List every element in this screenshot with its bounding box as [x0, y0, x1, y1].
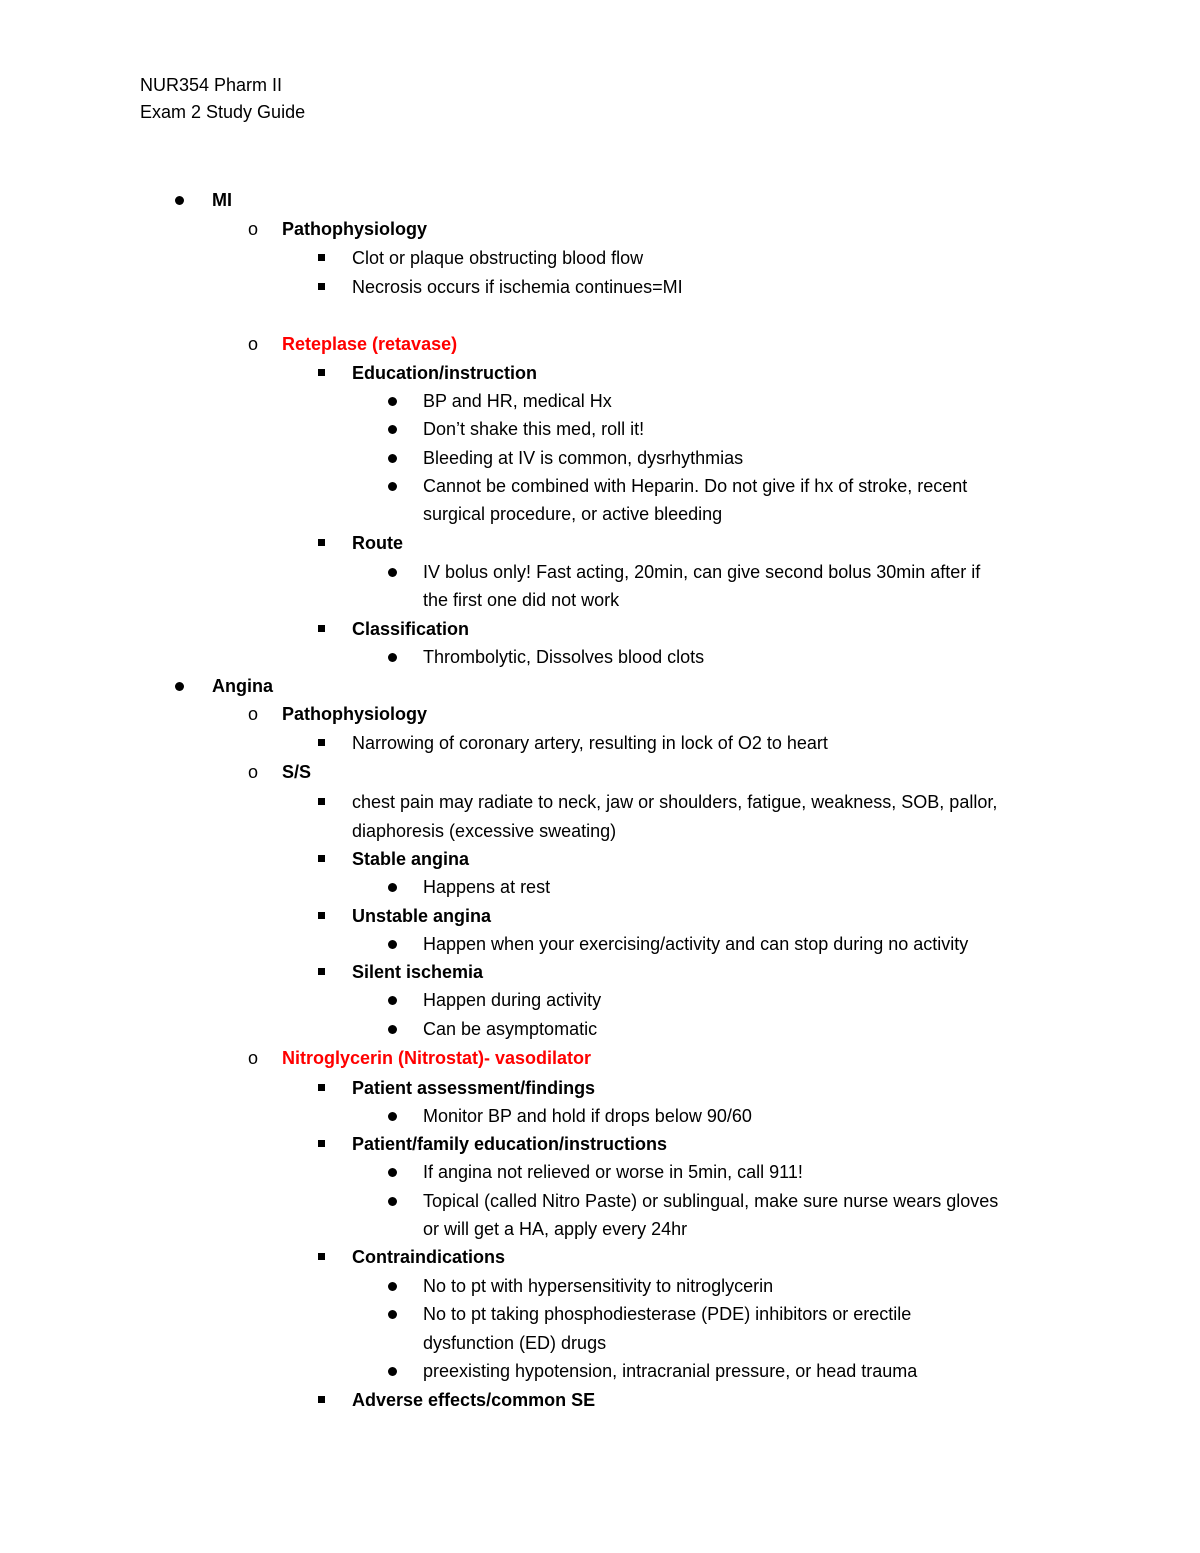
list-item: If angina not relieved or worse in 5min, call 911!: [423, 1162, 803, 1182]
list-item: No to pt taking phosphodiesterase (PDE) inhibitors or erectile: [423, 1304, 912, 1324]
angina-patho-heading: Pathophysiology: [282, 704, 428, 724]
square-bullet-icon: [318, 1084, 325, 1091]
list-item-continuation: dysfunction (ED) drugs: [423, 1333, 607, 1353]
bullet-icon: [388, 1112, 397, 1121]
list-item: Thrombolytic, Dissolves blood clots: [423, 647, 705, 667]
reteplase-route-heading: Route: [352, 533, 403, 553]
square-bullet-icon: [318, 254, 325, 261]
list-item: Happens at rest: [423, 877, 551, 897]
circle-bullet-icon: o: [248, 762, 259, 782]
square-bullet-icon: [318, 625, 325, 632]
list-item: BP and HR, medical Hx: [423, 391, 612, 411]
course-title: NUR354 Pharm II: [140, 75, 283, 95]
bullet-icon: [388, 1025, 397, 1034]
list-item-continuation: diaphoresis (excessive sweating): [352, 821, 617, 841]
angina-ss-heading: S/S: [282, 762, 312, 782]
bullet-icon: [388, 1310, 397, 1319]
reteplase-education-heading: Education/instruction: [352, 363, 538, 383]
list-item: No to pt with hypersensitivity to nitroglycerin: [423, 1276, 774, 1296]
unstable-angina-heading: Unstable angina: [352, 906, 492, 926]
list-item-continuation: surgical procedure, or active bleeding: [423, 504, 723, 524]
bullet-icon: [388, 454, 397, 463]
drug-heading-nitroglycerin: Nitroglycerin (Nitrostat)- vasodilator: [282, 1048, 592, 1068]
circle-bullet-icon: o: [248, 334, 259, 354]
section-title-angina: Angina: [212, 676, 273, 696]
silent-ischemia-heading: Silent ischemia: [352, 962, 484, 982]
nitro-contraindications-heading: Contraindications: [352, 1247, 506, 1267]
bullet-icon: [175, 196, 184, 205]
nitro-education-heading: Patient/family education/instructions: [352, 1134, 668, 1154]
list-item: Happen during activity: [423, 990, 602, 1010]
list-item-continuation: the first one did not work: [423, 590, 620, 610]
list-item: Clot or plaque obstructing blood flow: [352, 248, 644, 268]
square-bullet-icon: [318, 855, 325, 862]
list-item: chest pain may radiate to neck, jaw or shoulders, fatigue, weakness, SOB, pallor,: [352, 792, 998, 812]
list-item-continuation: or will get a HA, apply every 24hr: [423, 1219, 688, 1239]
list-item: Cannot be combined with Heparin. Do not give if hx of stroke, recent: [423, 476, 968, 496]
square-bullet-icon: [318, 369, 325, 376]
list-item: Happen when your exercising/activity and can stop during no activity: [423, 934, 969, 954]
nitro-assessment-heading: Patient assessment/findings: [352, 1078, 596, 1098]
bullet-icon: [388, 1197, 397, 1206]
bullet-icon: [388, 425, 397, 434]
list-item: Bleeding at IV is common, dysrhythmias: [423, 448, 744, 468]
square-bullet-icon: [318, 539, 325, 546]
square-bullet-icon: [318, 968, 325, 975]
mi-patho-heading: Pathophysiology: [282, 219, 428, 239]
bullet-icon: [388, 482, 397, 491]
bullet-icon: [388, 1367, 397, 1376]
bullet-icon: [388, 940, 397, 949]
list-item: Monitor BP and hold if drops below 90/60: [423, 1106, 752, 1126]
square-bullet-icon: [318, 1396, 325, 1403]
bullet-icon: [388, 1168, 397, 1177]
circle-bullet-icon: o: [248, 219, 259, 239]
list-item: preexisting hypotension, intracranial pressure, or head trauma: [423, 1361, 918, 1381]
list-item: Can be asymptomatic: [423, 1019, 598, 1039]
bullet-icon: [388, 568, 397, 577]
square-bullet-icon: [318, 798, 325, 805]
bullet-icon: [175, 682, 184, 691]
square-bullet-icon: [318, 912, 325, 919]
square-bullet-icon: [318, 283, 325, 290]
circle-bullet-icon: o: [248, 1048, 259, 1068]
list-item: IV bolus only! Fast acting, 20min, can give second bolus 30min after if: [423, 562, 981, 582]
reteplase-classification-heading: Classification: [352, 619, 470, 639]
list-item: Necrosis occurs if ischemia continues=MI: [352, 277, 683, 297]
bullet-icon: [388, 883, 397, 892]
circle-bullet-icon: o: [248, 704, 259, 724]
drug-heading-reteplase: Reteplase (retavase): [282, 334, 458, 354]
bullet-icon: [388, 996, 397, 1005]
bullet-icon: [388, 1282, 397, 1291]
bullet-icon: [388, 653, 397, 662]
square-bullet-icon: [318, 1253, 325, 1260]
bullet-icon: [388, 397, 397, 406]
nitro-adverse-heading: Adverse effects/common SE: [352, 1390, 596, 1410]
stable-angina-heading: Stable angina: [352, 849, 470, 869]
list-item: Topical (called Nitro Paste) or sublingual, make sure nurse wears gloves: [423, 1191, 999, 1211]
square-bullet-icon: [318, 1140, 325, 1147]
list-item: Don’t shake this med, roll it!: [423, 419, 645, 439]
square-bullet-icon: [318, 739, 325, 746]
document-subtitle: Exam 2 Study Guide: [140, 102, 306, 122]
section-title-mi: MI: [212, 190, 232, 210]
list-item: Narrowing of coronary artery, resulting in lock of O2 to heart: [352, 733, 828, 753]
